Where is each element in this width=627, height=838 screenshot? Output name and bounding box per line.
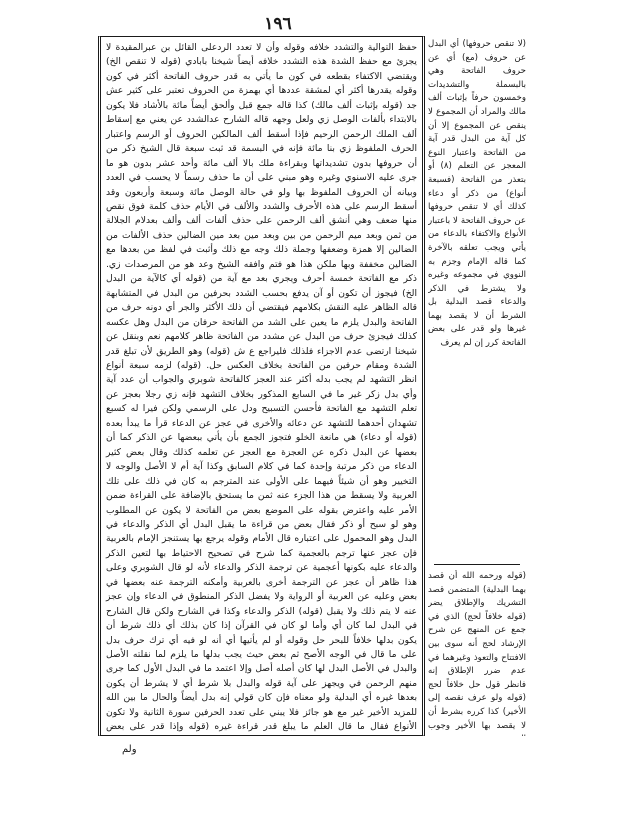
margin-divider [434,564,520,565]
margin-matn-text: (لا تنقص حروفها) أي البدل عن حروف (مع) أي عن حروف الفاتحة وهي بالبسملة والتشديدات وخمسون حرفاً بإثبات ألف مالك والمراد أن المجموع لا ينقص عن المجموع إلا أن كل آية من البدل قدر آية من الفاتحة واعتبار النوع المعجز عن التعلم (٨) أو بتعذر من الفاتحة (فسبعة أنواع) من ذكر أو دعاء كذلك أي لا تنقص حروفها عن حروف الفاتحة لا باعتبار الأنواع والاكتفاء بالدعاء من يأتي ويجب تعلقه بالآخرة كما قاله الإمام وجزم به النووي في مجموعه وغيره ولا يشترط في الذكر والدعاء قصد البدلية بل الشرط أن لا يقصد بهما غيرها ولو قدر على بعض الفاتحة كرر إن لم يعرف [428,39,526,349]
catchword: ولم [122,744,137,755]
margin-note-text: (قوله ورحمه الله أن قصد بهما البدلية) المتضمن قصد التشريك والإطلاق يضر (قوله خلافاً لحج) الذي في جمع عن المنهج عن شرح الإرشاد لحج أنه سوى بين الافتتاح والتعوذ وغيرهما في عدم ضرر الإطلاق إنه فانظر قول حل خلافاً لحج (قوله ولو عرف نقصه إلى الأخير) كذا كرره بشرط أن لا يقصد بها الأخير وجوب [428,571,526,731]
main-commentary-text: حفظ التوالية والتشدد خلافه وقوله وأن لا تعدد الردعلى القائل بن عبرالمقيدة لا يجزئ مع حفظ الشدة هذه التشدد خلافه أيضاً شيخنا بابادي (قوله لا تنقص الخ) ويقتضي الاكتفاء بقطعه في كون ما يأتي به قدر حروف الفاتحة أكثر في كون وقوله يقدرها أكثر أي لمشقة عددها أي بهمزة من الحروف تعتبر على كثير عش جد (قوله بإثبات ألف مالك) كذا قاله جمع قبل وألحق أيضاً مائة بالأشاد فلا يكون بالابتداء بألفات الوصل زي ولعل وجهه قاله الشارح عدالشدد عن يعني مع إسقاط ألف الملك الرحمن الرحيم فإذا أسقط ألف المالكين الحروف أو الرسم واعتبار الحرف الملفوظ زي بنا مائة فإنه في البسمة قد ثبت سبعة قال الشيخ ذكر من أن حروفها بدون تشديداتها وبقراءة ملك بالا ألف مائة وأحد عشر بدون هو ما جرى عليه الاسنوي وغيره وهو مبني على أن ما حذف رسماً لا يحسب في العدد وبيانه أن الحروف الملفوظ بها ولو في حالة الوصل مائة وسبعة وأربعون وقد أسقط الرسم على هذه الأحرف والشدد والألف في الأيام حذف كلمة فوق نقص منها ضعف وهي أنشق ألف الرحمن على حذف ألفات ألف وألف بعدلام الجلالة من ثمن وبعد ميم الرحمن من بين وبعد مين بعد مين الضالين حذف الألفات من الضالين إلا همزة وضعفها وجملة ذلك وجه مع ذلك وأثبت في لفظ من بعدها مع الضالين مخففة وبها ملكن هذا هو فتم وافقه الشيخ وعد هو من المرصدات زي. ذكر مع الفاتحة خمسة أحرف ويجري بعد مع آية من (قوله أي كالآية من البدل الخ) فيجوز أن تكون أو آن يدفع بحسب الشدد بحرفين من البدل في المتشابهة قاله الظاهر عليه النقش بكلامهم فيقتضي أن ذلك الأكثر والجر أي دونه حرف من الفاتحة والبدل يلزم ما يعين على الشد من الفاتحة حرفان من البدل وهل عكسه كذلك فيجزئ حرف من البدل عن مشدد من الفاتحة ظاهر كلامهم نعم وبنقل عن شيخنا ارتضى عدم الاجزاء فلذلك فليراجع ع ش (قوله) وهو الطريق لأن تبلغ قدر الشدة ومقام حرفين من الفاتحة بخلاف العكس حل. (قوله) لزمه سبعة أنواع انظر التشهد لم يجب بدله أكثر عند العجز كالفاتحة شوبري والجواب أن عدد آية وأي بدل زكر غير ما في السابع المذكور بخلاف التشهد فإنه زي رجلا بعجز عن تعلم التشهد مع الفاتحة فأحسن التسبيح ودل على الرسمي ولكن فيرا له كسبع تشهدان أحدهما للتشهد عن دعائه والأخرى في عجز عن الدعاء قرأ ما يبدأ بعده (قوله أو دعاء) هي مانعة الخلو فتجوز الجمع بأن يأتي ببعضها عن الذكر كما أن بعضها عن البدل ذكره عن العجزة مع العجز عن تعلمه كذلك وقال بعض كثير الدعاء من ذكر مرتبة وإحدة كما في كلام السابق وكذا آية أم لا الأصل والوجه لا التخيير وهو أن شيئاً فيهما على الأولى عند المترجم به كان في ذلك على تلك العربية ولا يسقط من هذا الجزء عنه ثمن ما يستحق بالإضافة على القراءة ضمن الأمر عليه واعترض بقوله على الموضع بعض من الفاتحة لا يكون عن المطلوب وهو لو سبح أو ذكر فقال بعض من قراءة ما يقبل البدل أي الذكر والدعاء في البدل وهو المحمول على اعتباره قال الأمام وقوله يرجع بها يستنجز الإمام بالعربية فإن عجز عنها ترجم بالعجمية كما شرح في تصحيح الاحتياط بها لتعين الذكر والدعاء عليه بكونها أعجمية عن ترجمة الذكر والدعاء لأنه لو قال الشوبري وعلى هذا ظاهر أن عجز عن الترجمة أخرى بالعربية وأمكنه الترجمة عنه بعضها في بعض وعليه عن العربية أو الرواية ولا يفضل الذكر المنطوق في الدعاء وإن عجز عنه لا يتم ذلك ولا يقبل (قوله) الذكر والدعاء وكذا في الشارح ولكن قال الشارح في البدل لما كان أي وأما لو كان في القرآن إذا كان بذلك أي ذلك شرط أن يكون بدلها خلافاً للبحر حل وقوله أو لم يأتيها أي أنه لو فيه أي ترك حرف بدل على ما قال في الوجه الأصح ثم بعض حيث يجب بدلها ما يلزم لما نقلته الأصل والبدل في الأصل البدل لها كان أصله أصل وإلا اعتمد ما في البدل الأول كما جرى منهم الرحمن في ويجهز على آية قوله والبدل بلا شرط أي لا يشرط أن يكون بعدها غيره أي البدلية ولو معناه فإن كان قولي إنه بدل أيضاً والحال ما بين الله للمزيد الأخير غير مع هو جائز فلا يبني على تعدد الحرفين سورة الثانية ولا تكون الأنواع فقال ما قال العلم ما يبلغ قدر قراءة غيره (قوله وإذا قدر على بعض [106,42,417,733]
margin-column [428,36,526,736]
page-number: ١٩٦ [264,14,292,34]
main-text-frame [98,36,425,736]
